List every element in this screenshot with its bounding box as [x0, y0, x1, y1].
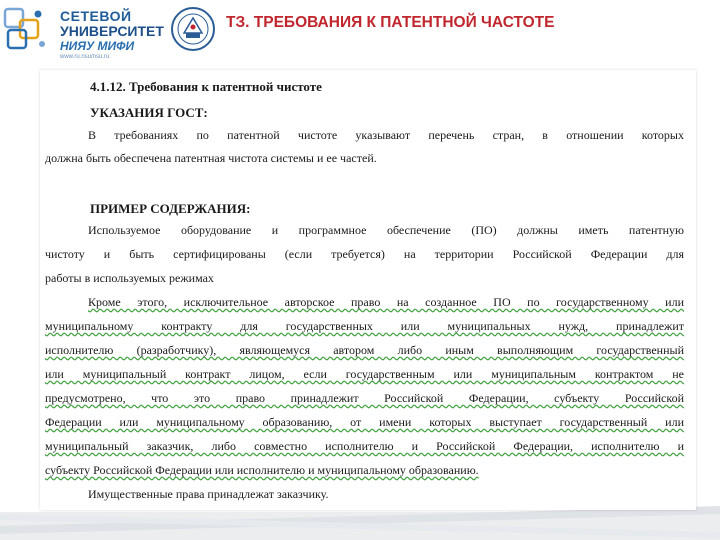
example-text-line: чистоту и быть сертифицированы (если требуется) на территории Российской Федерации для [45, 247, 684, 261]
example-text-line: работы в используемых режимах [45, 271, 214, 285]
logo-text-url: www.ru.nsu/nsu.ru [60, 54, 110, 60]
slide-title: ТЗ. ТРЕБОВАНИЯ К ПАТЕНТНОЙ ЧАСТОТЕ [226, 14, 555, 31]
example-text-line: исполнителю (разработчику), являющемуся автором либо иным выполняющим государственный [45, 343, 684, 357]
example-text-line: Имущественные права принадлежат заказчику. [88, 487, 329, 501]
section-heading: 4.1.12. Требования к патентной чистоте [90, 79, 322, 94]
logo-text-mephi: НИЯУ МИФИ [60, 39, 135, 53]
gost-text-line: должна быть обеспечена патентная чистота системы и ее частей. [45, 151, 377, 165]
example-text-line: или муниципальный контракт лицом, если государственным или муниципальным контрактом не [45, 367, 684, 381]
document-excerpt [40, 70, 696, 510]
example-text-line: муниципальному контракту для государственных или муниципальных нужд, принадлежит [45, 319, 684, 333]
network-university-logo [0, 4, 165, 62]
example-text-line: субъекту Российской Федерации или исполнителю и муниципальному образованию. [45, 463, 479, 477]
network-university-logo-icon [2, 6, 48, 52]
example-heading: ПРИМЕР СОДЕРЖАНИЯ: [90, 201, 251, 216]
example-text-line: Кроме этого, исключительное авторское право на созданное ПО по государственному или [88, 295, 684, 309]
slide-header [0, 0, 720, 62]
logo-text-network: СЕТЕВОЙ [60, 8, 132, 24]
university-emblem-icon [170, 6, 216, 52]
example-text-line: предусмотрено, что это право принадлежит Российской Федерации, субъекту Российской [45, 391, 684, 405]
example-text-line: Используемое оборудование и программное обеспечение (ПО) должны иметь патентную [88, 223, 684, 237]
logo-text-university: УНИВЕРСИТЕТ [60, 23, 164, 39]
example-text-line: муниципальный заказчик, либо совместно исполнителю и Российской Федерации, исполнителю и [45, 439, 684, 453]
decorative-background-lines [0, 505, 720, 540]
gost-text-line: В требованиях по патентной чистоте указывают перечень стран, в отношении которых [88, 128, 684, 142]
example-text-line: Федерации или муниципальному образованию, от имени которых выступает государственный или [45, 415, 684, 429]
gost-heading: УКАЗАНИЯ ГОСТ: [90, 105, 208, 120]
